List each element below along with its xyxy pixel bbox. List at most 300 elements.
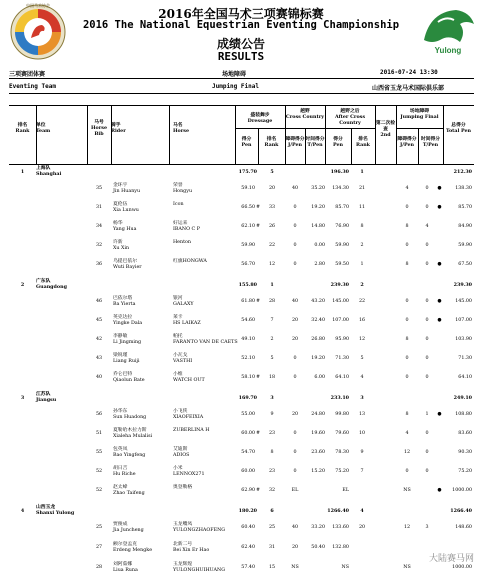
cell-xc-j: 20 (291, 412, 299, 417)
horse-cn: Henton (173, 240, 192, 245)
cell-total: 75.20 (458, 469, 472, 474)
cell-bib: 32 (95, 243, 103, 248)
results-english: RESULTS (217, 50, 265, 63)
cell-jf-j: 8 (405, 262, 409, 267)
cell-total: 1000.00 (452, 488, 472, 493)
horse-cn: 北新二号 (173, 542, 193, 547)
cell-total: 90.30 (458, 450, 472, 455)
horse-cn: 奥登勒格 (173, 485, 193, 490)
rider-en: Yang Hua (113, 227, 137, 232)
team-dressage-rank: 6 (270, 508, 274, 514)
cell-bib: 25 (95, 525, 103, 530)
team-name-en: Jiangsu (36, 397, 57, 403)
cell-bib: 35 (95, 186, 103, 191)
cell-ax-pen: 132.80 (332, 545, 349, 550)
cell-ax-rank: 4 (360, 375, 364, 380)
cell-xc-j: 0 (293, 375, 297, 380)
cell-ax-pen: 85.70 (335, 205, 349, 210)
cell-d-pen: 62.10 (241, 224, 255, 229)
cell-d-flag: # (255, 299, 261, 304)
phase-cn: 场地障碍 (222, 71, 247, 78)
cell-d-pen: 54.70 (241, 450, 255, 455)
col-after-cross-country: 越野之后 After Cross Country (334, 108, 366, 126)
team-after-xc: 239.30 (330, 282, 349, 288)
col-rider: 骑手 Rider (111, 122, 126, 134)
cell-bib: 52 (95, 488, 103, 493)
col-total: 总得分 Total Pen (445, 122, 472, 134)
cell-d-rank: 31 (268, 545, 276, 550)
rider-en: Wuti Bayier (113, 265, 142, 270)
cell-xc-j: 20 (291, 545, 299, 550)
team-name-cn: 上海队 (36, 165, 51, 171)
rider-cn: 孙华东 (113, 409, 128, 414)
cell-jf-t: 3 (425, 525, 429, 530)
cell-ax-pen: 59.90 (335, 243, 349, 248)
sub-after-xc-rank: 排名 Rank (355, 136, 371, 148)
cell-dot: ● (437, 318, 442, 323)
cell-d-flag: # (255, 205, 261, 210)
team-after-xc: 196.30 (330, 169, 349, 175)
cell-ax-pen: NS (341, 565, 349, 570)
cell-ax-pen: 75.20 (335, 469, 349, 474)
rider-cn: 杨华 (113, 221, 123, 226)
horse-cn: 玉龙嘴凤 (173, 522, 193, 527)
team-row (9, 504, 474, 522)
cell-ax-pen: 71.30 (335, 356, 349, 361)
cell-xc-j: 40 (291, 525, 299, 530)
horse-en: IBANO C P (173, 227, 200, 232)
col-cross-country: 越野 Cross Country (285, 108, 325, 120)
horse-cn: 艾迪斯 (173, 447, 188, 452)
horse-en: ADIOS (173, 453, 190, 458)
rider-cn: 英克达拉 (113, 315, 133, 320)
cell-xc-t: 23.60 (311, 450, 325, 455)
cell-total: 107.00 (455, 318, 472, 323)
cell-xc-j: 0 (293, 224, 297, 229)
horse-en: VASTHI (173, 359, 193, 364)
col-jumping-final: 场地障碍 Jumping Final (400, 108, 439, 120)
cell-ax-rank: 20 (358, 525, 366, 530)
cell-jf-t: 1 (425, 412, 429, 417)
cell-total: 67.50 (458, 262, 472, 267)
col-rank: 排名 Rank (15, 122, 30, 134)
title-chinese: 2016年全国马术三项赛锦标赛 (158, 7, 324, 21)
team-name-en: Shanghai (36, 171, 62, 177)
col-horse: 马名 Horse (173, 122, 190, 134)
rider-en: Jia Juncheng (113, 528, 144, 533)
cell-d-rank: 7 (270, 318, 274, 323)
rider-en: Bao Yingfeng (113, 453, 146, 458)
cell-d-rank: 23 (268, 469, 276, 474)
team-dressage-rank: 1 (270, 282, 274, 288)
cell-xc-j: NS (291, 565, 299, 570)
cell-bib: 43 (95, 356, 103, 361)
sub-xc-tpen: 时间得分 T/Pen (305, 136, 325, 148)
cell-xc-t: 33.20 (311, 525, 325, 530)
cell-d-pen: 60.00 (241, 469, 255, 474)
cell-bib: 34 (95, 224, 103, 229)
cell-total: 59.90 (458, 243, 472, 248)
cell-ax-pen: 145.00 (332, 299, 349, 304)
rider-cn: 刘阿茹娜 (113, 562, 133, 567)
cell-d-rank: 32 (268, 488, 276, 493)
cell-ax-pen: 133.60 (332, 525, 349, 530)
cell-xc-j: 0 (293, 469, 297, 474)
sub-jf-jpen: 障碍得分 J/Pen (397, 136, 417, 148)
col-bib: 马号 Horse Bib (90, 119, 107, 137)
team-dressage: 169.70 (238, 395, 257, 401)
rider-en: Zhao Taifeng (113, 491, 145, 496)
results-chinese: 成绩公告 (216, 37, 265, 51)
cell-jf-t: 0 (425, 205, 429, 210)
cell-ax-rank: 22 (358, 299, 366, 304)
cell-d-pen: 62.90 (241, 488, 255, 493)
team-dressage-rank: 5 (270, 169, 274, 175)
rider-cn: 金环宇 (113, 183, 128, 188)
cell-ax-rank: 10 (358, 431, 366, 436)
cell-jf-j: 0 (405, 243, 409, 248)
cell-jf-j: NS (403, 565, 411, 570)
title-english: 2016 The National Equestrian Eventing Championship (82, 19, 400, 31)
rider-cn: 赵太峰 (113, 485, 128, 490)
cell-d-rank: 2 (270, 337, 274, 342)
phase-en: Jumping Final (212, 83, 259, 90)
rider-cn: 胡日吉 (113, 466, 128, 471)
team-after-xc: 233.10 (330, 395, 349, 401)
cell-bib: 56 (95, 412, 103, 417)
cell-xc-j: EL (291, 488, 299, 493)
cell-d-rank: 33 (268, 205, 276, 210)
rider-cn: 夏勒哈木拉力斯 (113, 428, 147, 433)
horse-en: WATCH OUT (173, 378, 205, 383)
team-dressage-rank: 3 (270, 395, 274, 401)
team-rank: 4 (20, 508, 25, 514)
cell-d-pen: 52.10 (241, 356, 255, 361)
cell-total: 85.70 (458, 205, 472, 210)
horse-cn: 莱卡 (173, 315, 183, 320)
watermark: 大陆赛马网 (428, 554, 474, 564)
cell-total: 83.60 (458, 431, 472, 436)
rider-cn: 梁锐瑾 (113, 353, 128, 358)
horse-cn: 小维 (173, 372, 183, 377)
cell-xc-t: 43.20 (311, 299, 325, 304)
horse-cn: 帕托 (173, 334, 183, 339)
cell-total: 145.00 (455, 299, 472, 304)
cell-ax-rank: 8 (360, 224, 364, 229)
horse-cn: 小瓦戈 (173, 353, 188, 358)
team-row (9, 391, 474, 409)
cell-jf-j: 0 (405, 375, 409, 380)
cell-jf-t: 0 (425, 431, 429, 436)
cell-d-pen: 58.10 (241, 375, 255, 380)
cell-jf-j: 4 (405, 431, 409, 436)
cell-jf-t: 4 (425, 224, 429, 229)
team-after-xc: 1266.40 (327, 508, 349, 514)
cell-total: 1000.00 (452, 565, 472, 570)
cell-ax-pen: 59.50 (335, 262, 349, 267)
cell-d-flag: # (255, 431, 261, 436)
cell-bib: 40 (95, 375, 103, 380)
cell-ax-pen: 95.90 (335, 337, 349, 342)
venue: 山西省玉龙马术国际俱乐部 (372, 85, 445, 92)
cell-jf-j: 0 (405, 318, 409, 323)
cell-d-pen: 61.80 (241, 299, 255, 304)
cell-bib: 55 (95, 450, 103, 455)
team-name-en: Guangdong (36, 284, 67, 290)
rider-cn: 巴依尔塔 (113, 296, 133, 301)
cell-xc-t: 19.20 (311, 356, 325, 361)
cell-d-flag: # (255, 224, 261, 229)
cell-jf-j: 0 (405, 299, 409, 304)
table-row (9, 561, 474, 585)
rider-en: Erdeng Mengke (113, 548, 153, 553)
team-row (9, 165, 474, 183)
table-header (9, 105, 474, 165)
cell-d-pen: 56.70 (241, 262, 255, 267)
cell-bib: 42 (95, 337, 103, 342)
cell-jf-j: 12 (403, 450, 411, 455)
right-logo-text: Yulong (434, 46, 462, 55)
cell-ax-pen: 134.30 (332, 186, 349, 191)
team-rank: 2 (20, 282, 25, 288)
cell-d-pen: 59.90 (241, 243, 255, 248)
cell-xc-t: 19.60 (311, 431, 325, 436)
team-after-xc-rank: 2 (360, 282, 364, 288)
cell-ax-pen: 78.30 (335, 450, 349, 455)
cell-xc-j: 0 (293, 262, 297, 267)
team-total: 1266.40 (450, 508, 472, 514)
cell-d-pen: 60.00 (241, 431, 255, 436)
cell-bib: 52 (95, 469, 103, 474)
team-dressage: 175.70 (238, 169, 257, 175)
cell-jf-t: 0 (425, 243, 429, 248)
rider-en: Liang Ruiji (113, 359, 140, 364)
cell-jf-j: NS (403, 488, 411, 493)
cell-xc-t: 35.20 (311, 186, 325, 191)
cell-xc-j: 20 (291, 318, 299, 323)
rider-en: Li Jingming (113, 340, 142, 345)
cell-d-pen: 66.50 (241, 205, 255, 210)
cell-d-pen: 55.00 (241, 412, 255, 417)
cell-jf-t: 0 (425, 318, 429, 323)
horse-cn: 银河 (173, 296, 183, 301)
team-after-xc-rank: 3 (360, 395, 364, 401)
team-after-xc-rank: 4 (360, 508, 364, 514)
rider-cn: 乔仑巴特 (113, 372, 133, 377)
category-cn: 三项赛团体赛 (9, 71, 46, 78)
cell-ax-rank: 11 (358, 205, 366, 210)
cell-ax-rank: 12 (358, 337, 366, 342)
cell-jf-j: 4 (405, 186, 409, 191)
category-en: Eventing Team (9, 83, 56, 90)
sub-dressage-pen: 得分 Pen (241, 136, 252, 148)
rider-cn: 夏伦伍 (113, 202, 128, 207)
cell-jf-t: 0 (425, 375, 429, 380)
cell-xc-t: 2.80 (314, 262, 325, 267)
cell-bib: 31 (95, 205, 103, 210)
team-after-xc-rank: 1 (360, 169, 364, 175)
cell-total: 71.30 (458, 356, 472, 361)
horse-cn: ZUBERLINA H (173, 428, 210, 433)
cell-total: 103.90 (455, 337, 472, 342)
horse-cn: 荣誉 (173, 183, 183, 188)
horse-en: Bei Xin Er Hao (173, 548, 210, 553)
rider-cn: 额尔登孟克 (113, 542, 137, 547)
cell-d-pen: 57.40 (241, 565, 255, 570)
cell-ax-pen: 107.00 (332, 318, 349, 323)
horse-en: HS LAIKAZ (173, 321, 201, 326)
cell-xc-j: 0 (293, 243, 297, 248)
cell-d-rank: 28 (268, 299, 276, 304)
sub-after-xc-pen: 得分 Pen (332, 136, 344, 148)
cell-d-rank: 26 (268, 224, 276, 229)
cell-total: 148.60 (455, 525, 472, 530)
team-total: 212.30 (453, 169, 472, 175)
sub-xc-jpen: 障碍得分 J/Pen (285, 136, 305, 148)
rider-cn: 贾俊成 (113, 522, 128, 527)
rider-en: Xia Lunwu (113, 208, 139, 213)
cell-d-pen: 59.10 (241, 186, 255, 191)
team-dressage: 155.80 (238, 282, 257, 288)
team-name-cn: 山西玉龙 (36, 504, 56, 510)
cell-ax-rank: 9 (360, 450, 364, 455)
horse-en: YULONGHUIHUANG (173, 568, 226, 573)
cell-dot: ● (437, 262, 442, 267)
rider-en: Qiaolun Bate (113, 378, 145, 383)
horse-cn: Icon (173, 202, 184, 207)
cell-jf-t: 0 (425, 469, 429, 474)
cell-xc-j: 0 (293, 450, 297, 455)
cell-xc-t: 24.80 (311, 412, 325, 417)
rider-cn: 许新 (113, 240, 123, 245)
cell-dot: ● (437, 299, 442, 304)
cell-xc-t: 6.00 (314, 375, 325, 380)
cell-d-flag: # (255, 488, 261, 493)
cell-d-rank: 8 (270, 450, 274, 455)
cell-jf-t: 0 (425, 337, 429, 342)
cell-d-rank: 25 (268, 525, 276, 530)
cell-jf-j: 8 (405, 337, 409, 342)
sub-jf-tpen: 时间得分 T/Pen (420, 136, 441, 148)
horse-en: YULONGZHAOFENG (173, 528, 226, 533)
cell-ax-rank: 2 (360, 243, 364, 248)
cell-bib: 28 (95, 565, 103, 570)
cell-d-rank: 20 (268, 186, 276, 191)
cell-ax-rank: 5 (360, 356, 364, 361)
rider-en: Ba Yierta (113, 302, 136, 307)
cell-dot: ● (437, 412, 442, 417)
cell-ax-rank: 13 (358, 412, 366, 417)
cell-ax-pen: 99.80 (335, 412, 349, 417)
cell-xc-j: 0 (293, 356, 297, 361)
cell-bib: 36 (95, 262, 103, 267)
cell-dot: ● (437, 186, 442, 191)
horse-en: XIAOFEIXIA (173, 415, 204, 420)
team-dressage: 180.20 (238, 508, 257, 514)
rider-cn: 乌提巴依尔 (113, 259, 137, 264)
datetime: 2016-07-24 13:30 (380, 69, 438, 76)
cell-d-rank: 23 (268, 431, 276, 436)
cell-xc-j: 0 (293, 205, 297, 210)
cell-total: 64.10 (458, 375, 472, 380)
cell-ax-rank: 21 (358, 186, 366, 191)
cell-jf-t: 0 (425, 299, 429, 304)
cell-d-pen: 60.40 (241, 525, 255, 530)
cell-ax-rank: 16 (358, 318, 366, 323)
cell-xc-t: 14.80 (311, 224, 325, 229)
cell-ax-pen: 76.90 (335, 224, 349, 229)
cell-xc-j: 0 (293, 431, 297, 436)
cell-d-rank: 15 (268, 565, 276, 570)
cell-dot: ● (437, 488, 442, 493)
team-name-cn: 江苏队 (36, 391, 51, 397)
col-team: 单位 Team (36, 122, 51, 134)
cell-bib: 27 (95, 545, 103, 550)
horse-en: LENNOX271 (173, 472, 205, 477)
cell-jf-t: 0 (425, 186, 429, 191)
cell-d-pen: 62.40 (241, 545, 255, 550)
team-name-cn: 广东队 (36, 278, 51, 284)
cell-jf-j: 8 (405, 412, 409, 417)
cell-xc-t: 50.40 (311, 545, 325, 550)
horse-cn: 小米 (173, 466, 183, 471)
cell-xc-t: 15.20 (311, 469, 325, 474)
cell-ax-rank: 7 (360, 469, 364, 474)
cell-ax-rank: 1 (360, 262, 364, 267)
team-total: 249.10 (453, 395, 472, 401)
cell-bib: 51 (95, 431, 103, 436)
horse-en: GALAXY (173, 302, 194, 307)
rider-cn: 李静敏 (113, 334, 128, 339)
cell-xc-t: 0.00 (314, 243, 325, 248)
cell-dot: ● (437, 205, 442, 210)
left-logo-text: 中国马术协会 (26, 3, 50, 8)
cell-bib: 45 (95, 318, 103, 323)
cell-xc-t: 19.20 (311, 205, 325, 210)
sub-dressage-rank: 排名 Rank (264, 136, 279, 148)
cell-d-flag: # (255, 375, 261, 380)
cell-d-rank: 18 (268, 375, 276, 380)
horse-cn: 玉龙辉煌 (173, 562, 193, 567)
col-dressage: 盛装舞步 Dressage (247, 112, 273, 124)
rider-en: Liua Runa (113, 568, 138, 573)
team-total: 239.30 (453, 282, 472, 288)
cell-jf-t: 0 (425, 356, 429, 361)
horse-en: FARANTO VAN DE CAETS (173, 340, 238, 345)
cell-bib: 46 (95, 299, 103, 304)
cell-total: 138.30 (455, 186, 472, 191)
horse-cn: 小飞侠 (173, 409, 188, 414)
cell-xc-t: 32.40 (311, 318, 325, 323)
cell-jf-t: 0 (425, 450, 429, 455)
cell-d-pen: 49.10 (241, 337, 255, 342)
team-name-en: Shanxi Yulong (36, 510, 75, 516)
cell-d-rank: 9 (270, 412, 274, 417)
cell-jf-j: 0 (405, 469, 409, 474)
cell-xc-j: 40 (291, 186, 299, 191)
cell-d-rank: 22 (268, 243, 276, 248)
rider-en: Xu Xin (113, 246, 130, 251)
cell-ax-pen: 64.10 (335, 375, 349, 380)
cell-jf-t: 0 (425, 262, 429, 267)
cell-ax-pen: EL (342, 488, 349, 493)
rider-en: Jin Huanyu (113, 189, 141, 194)
rider-en: Xialeha Mulalisi (113, 434, 153, 439)
horse-cn: 好运来 (173, 221, 188, 226)
cell-jf-j: 8 (405, 224, 409, 229)
cell-xc-j: 40 (291, 299, 299, 304)
rider-en: Hu Riche (113, 472, 136, 477)
